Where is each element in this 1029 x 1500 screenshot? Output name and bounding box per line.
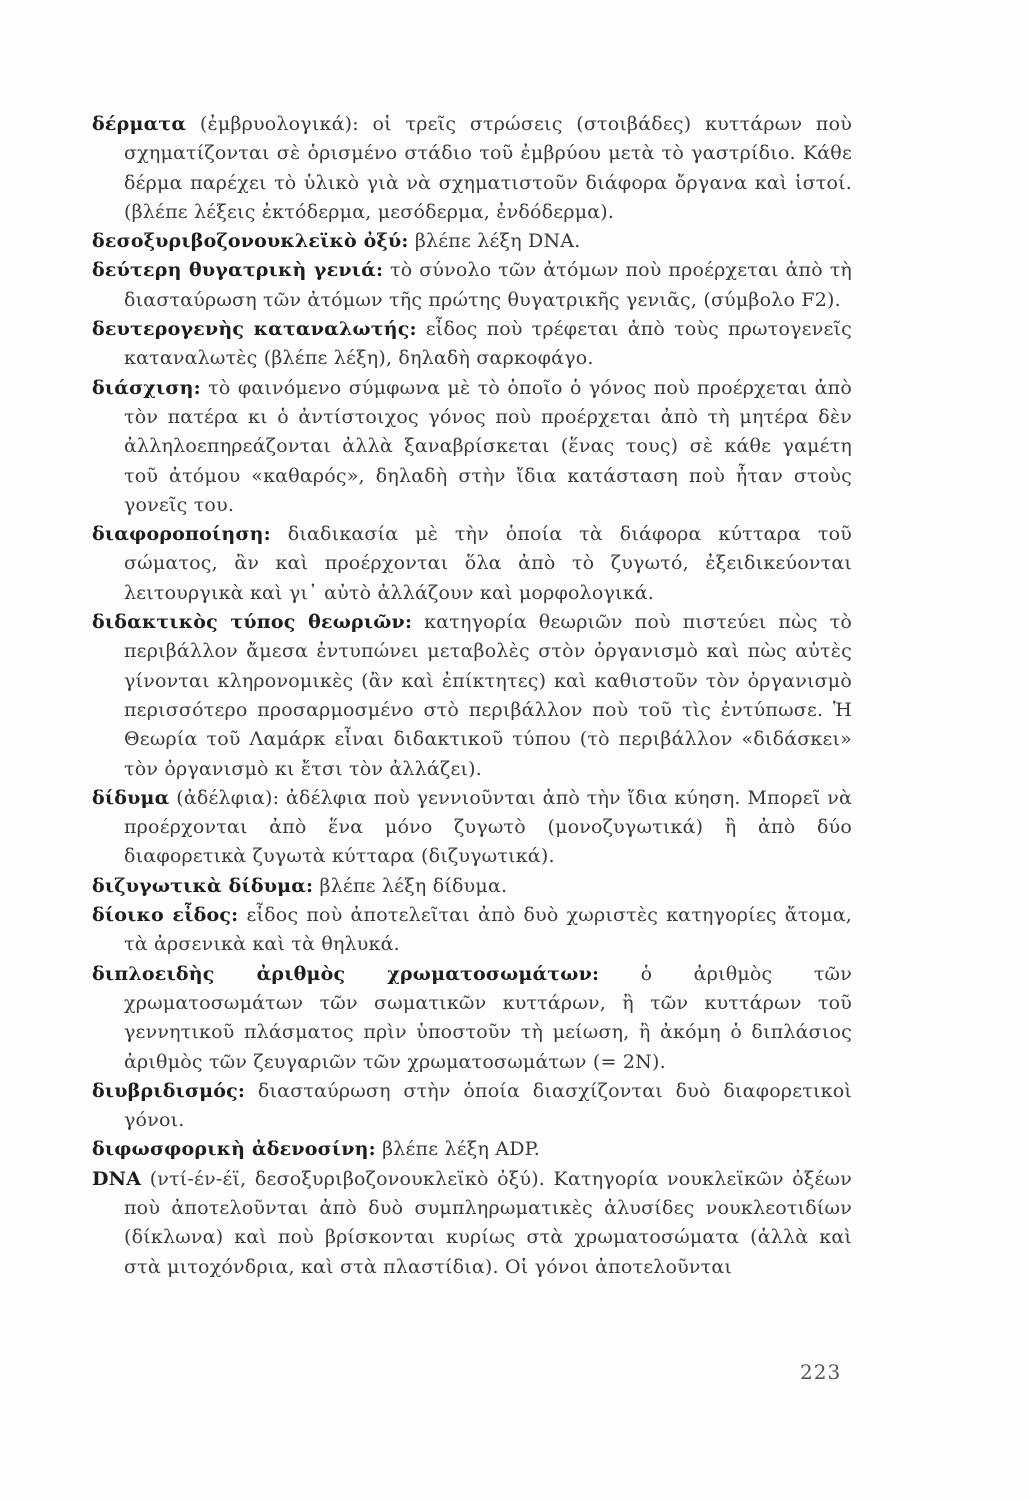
entry-term: διζυγωτικὰ δίδυμα: [92,874,314,897]
entry-term: δίδυμα [92,786,170,809]
entry-term: δίοικο εἶδος: [92,904,239,927]
entry-term: δευτερογενὴς καταναλωτής: [92,318,417,341]
glossary-entry [92,960,852,1077]
entry-term: διπλοειδὴς ἀριθμὸς χρωματοσωμάτων: [92,962,600,985]
entry-term: DNA [92,1167,142,1190]
entry-term: δεσοξυριβοζονουκλεϊκὸ ὀξύ: [92,230,409,253]
glossary-entry [92,110,852,227]
entry-term: δεύτερη θυγατρικὴ γενιά: [92,259,384,282]
glossary-entry [92,608,852,784]
entry-term: διδακτικὸς τύπος θεωριῶν: [92,611,413,634]
entry-definition: βλέπε λέξη δίδυμα. [313,874,508,897]
glossary-entry [92,1077,852,1136]
entry-definition: (ἀδέλφια): ἀδέλφια ποὺ γεννιοῦνται ἀπὸ τὴν ἴδια κύηση. Μπορεῖ νὰ προέρχονται ἀπὸ ἕνα μόνο ζυγωτὸ (μονοζυγωτικά) ἢ ἀπὸ δύο διαφορετικὰ ζυγωτὰ κύτταρα (διζυγωτικά). [124,786,852,868]
glossary-entry [92,1135,852,1164]
glossary-entry [92,1165,852,1282]
entry-definition: βλέπε λέξη DNA. [408,230,581,253]
entry-definition: κατηγορία θεωριῶν ποὺ πιστεύει πὼς τὸ περιβάλλον ἄμεσα ἐντυπώνει μεταβολὲς στὸν ὀργανισμὸ καὶ πὼς αὐτὲς γίνονται κληρονομικὲς (ἂν καὶ ἐπίκτητες) καὶ καθιστοῦν τὸν ὀργανισμὸ περισσότερο προσαρμοσμένο στὸ περιβάλλον ποὺ τοῦ τὶς ἐντύπωσε. Ἡ Θεωρία τοῦ Λαμάρκ εἶναι διδακτικοῦ τύπου (τὸ περιβάλλον «διδάσκει» τὸν ὀργανισμὸ κι ἔτσι τὸν ἀλλάζει). [124,611,853,780]
entry-definition: ὁ ἀριθμὸς τῶν χρωματοσωμάτων τῶν σωματικῶν κυττάρων, ἢ τῶν κυττάρων τοῦ γεννητικοῦ πλάσματος πρὶν ὑποστοῦν τὴ μείωση, ἢ ἀκόμη ὁ διπλάσιος ἀριθμὸς τῶν ζευγαριῶν τῶν χρωματοσωμάτων (= 2N). [124,962,852,1073]
entry-definition: (ἐμβρυολογικά): οἱ τρεῖς στρώσεις (στοιβάδες) κυττάρων ποὺ σχηματίζονται σὲ ὁρισμένο στάδιο τοῦ ἐμβρύου μετὰ τὸ γαστρίδιο. Κάθε δέρμα παρέχει τὸ ὑλικὸ γιὰ νὰ σχηματιστοῦν διάφορα ὄργανα καὶ ἱστοί. (βλέπε λέξεις ἐκτόδερμα, μεσόδερμα, ἐνδόδερμα). [124,113,852,223]
glossary-entry [92,315,852,374]
glossary-entry [92,784,852,872]
entry-term: διάσχιση: [92,376,201,399]
glossary-entry [92,256,852,315]
entry-definition: τὸ σύνολο τῶν ἀτόμων ποὺ προέρχεται ἀπὸ τὴ διασταύρωση τῶν ἀτόμων τῆς πρώτης θυγατρικῆς γενιᾶς, (σύμβολο F2). [124,259,852,311]
entry-definition: τὸ φαινόμενο σύμφωνα μὲ τὸ ὁποῖο ὁ γόνος ποὺ προέρχεται ἀπὸ τὸν πατέρα κι ὁ ἀντίστοιχος γόνος ποὺ προέρχεται ἀπὸ τὴ μητέρα δὲν ἀλληλοεπηρεάζονται ἀλλὰ ξαναβρίσκεται (ἕνας τους) σὲ κάθε γαμέτη τοῦ ἀτόμου «καθαρός», δηλαδὴ στὴν ἴδια κατάσταση ποὺ ἦταν στοὺς γονεῖς του. [124,376,852,516]
entry-definition: εἶδος ποὺ ἀποτελεῖται ἀπὸ δυὸ χωριστὲς κατηγορίες ἄτομα, τὰ ἀρσενικὰ καὶ τὰ θηλυκά. [124,904,852,956]
entry-term: διυβριδισμός: [92,1079,246,1102]
entry-term: διαφοροποίηση: [92,523,271,546]
entry-definition: (ντί-έν-έϊ, δεσοξυριβοζονουκλεϊκὸ ὀξύ). Κατηγορία νουκλεϊκῶν ὀξέων ποὺ ἀποτελοῦνται ἀπὸ δυὸ συμπληρωματικὲς ἁλυσίδες νουκλεοτιδίων (δίκλωνα) καὶ ποὺ βρίσκονται κυρίως στὰ χρωματοσώματα (ἀλλὰ καὶ στὰ μιτοχόνδρια, καὶ στὰ πλαστίδια). Οἱ γόνοι ἀποτελοῦνται [124,1167,852,1278]
entry-term: δέρματα [92,113,187,135]
entry-definition: βλέπε λέξη ADP. [375,1138,541,1161]
page-number: 223 [800,1360,842,1384]
entry-definition: διασταύρωση στὴν ὁποία διασχίζονται δυὸ διαφορετικοὶ γόνοι. [124,1079,852,1132]
glossary-entry [92,520,852,608]
glossary-entry [92,872,852,901]
glossary-entry [92,374,852,520]
entry-definition: εἶδος ποὺ τρέφεται ἀπὸ τοὺς πρωτογενεῖς καταναλωτὲς (βλέπε λέξη), δηλαδὴ σαρκοφάγο. [124,318,852,370]
entry-term: διφωσφορικὴ ἀδενοσίνη: [92,1138,376,1161]
entry-definition: διαδικασία μὲ τὴν ὁποία τὰ διάφορα κύτταρα τοῦ σώματος, ἂν καὶ προέρχονται ὅλα ἀπὸ τὸ ζυγωτό, ἐξειδικεύονται λειτουργικὰ καὶ γι᾽ αὐτὸ ἀλλάζουν καὶ μορφολογικά. [124,523,852,604]
glossary-entry [92,901,852,960]
glossary-content [92,110,852,1282]
glossary-entry [92,227,852,256]
